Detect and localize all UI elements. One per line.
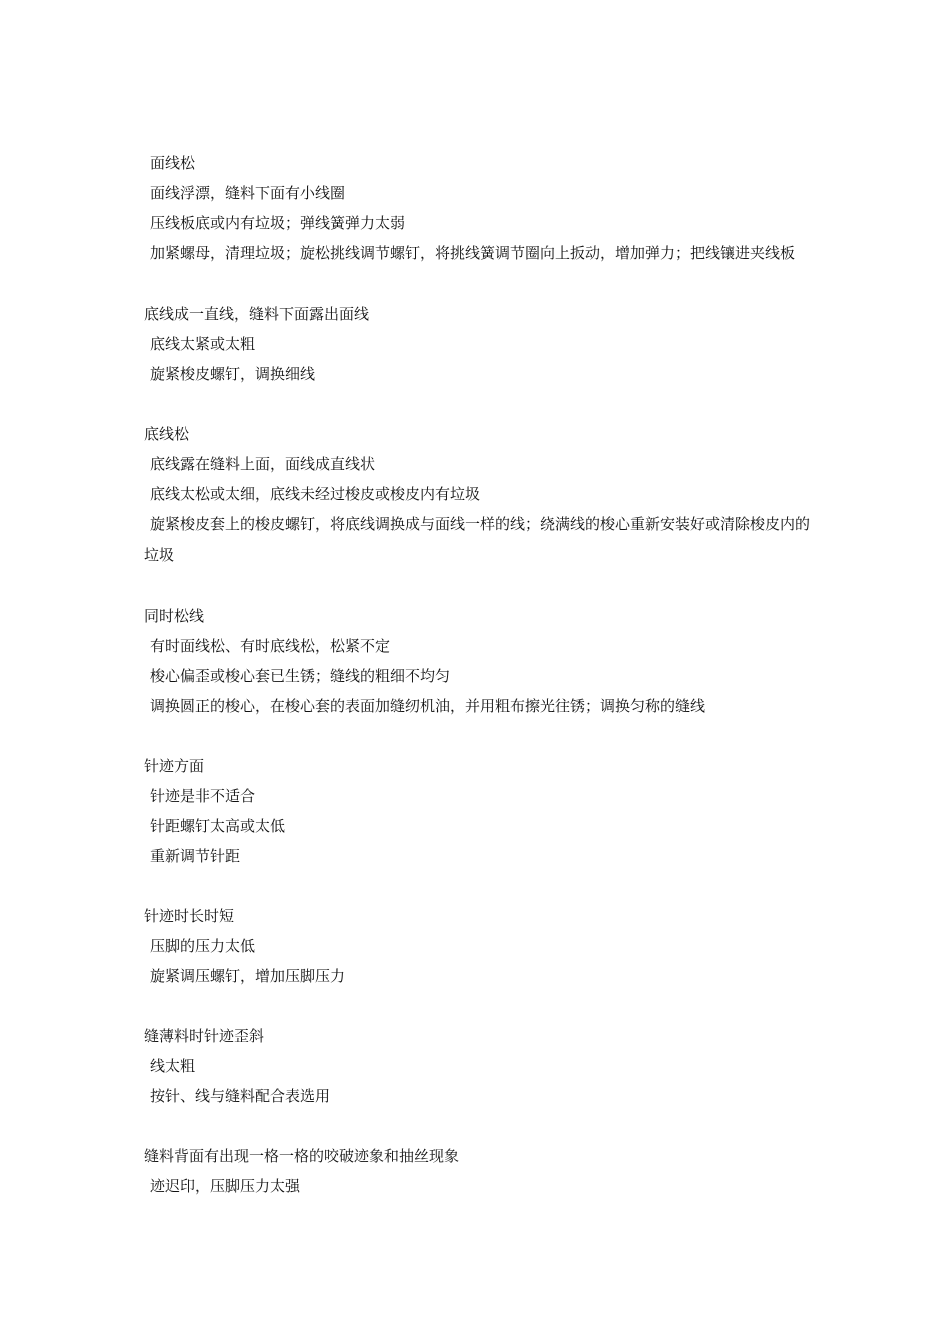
remedy-line: 加紧螺母，清理垃圾；旋松挑线调节螺钉，将挑线簧调节圈向上扳动，增加弹力；把线镶进夹线板 (150, 244, 796, 262)
section-spacer (144, 571, 814, 601)
section-heading: 缝薄料时针迹歪斜 (144, 1027, 265, 1045)
section-stitch (144, 751, 814, 871)
symptom-line: 有时面线松、有时底线松，松紧不定 (150, 637, 391, 655)
remedy-line: 旋紧调压螺钉，增加压脚压力 (150, 967, 346, 985)
symptom-line: 面线浮漂，缝料下面有小线圈 (150, 184, 346, 202)
section-spacer (144, 389, 814, 419)
cause-line: 梭心偏歪或梭心套已生锈；缝线的粗细不均匀 (150, 667, 451, 685)
remedy-line: 调换圆正的梭心，在梭心套的表面加缝纫机油，并用粗布擦光往锈；调换匀称的缝线 (150, 697, 706, 715)
symptom-line: 针迹是非不适合 (150, 787, 256, 805)
section-heading: 针迹方面 (144, 757, 205, 775)
symptom-line: 底线露在缝料上面，面线成直线状 (150, 455, 376, 473)
section-fabric-back-damage (144, 1141, 814, 1201)
section-heading: 同时松线 (144, 607, 205, 625)
section-spacer (144, 1111, 814, 1141)
cause-line: 线太粗 (150, 1057, 196, 1075)
section-spacer (144, 991, 814, 1021)
cause-line: 针距螺钉太高或太低 (150, 817, 286, 835)
remedy-line: 按针、线与缝料配合表选用 (150, 1087, 331, 1105)
section-bobbin-loose (144, 419, 814, 571)
section-spacer (144, 871, 814, 901)
cause-line: 压脚的压力太低 (150, 937, 256, 955)
section-bobbin-straight (144, 299, 814, 389)
section-stitch-uneven (144, 901, 814, 991)
section-both-loose (144, 601, 814, 721)
section-top-thread-loose (144, 148, 814, 269)
document-body (144, 148, 814, 1201)
cause-line: 迹迟印，压脚压力太强 (150, 1177, 301, 1195)
cause-line: 底线太紧或太粗 (150, 335, 256, 353)
section-heading: 底线松 (144, 425, 190, 443)
cause-line: 压线板底或内有垃圾；弹线簧弹力太弱 (150, 214, 406, 232)
section-title-line: 面线松 (150, 154, 196, 172)
section-heading: 针迹时长时短 (144, 907, 235, 925)
remedy-line: 旋紧梭皮螺钉，调换细线 (150, 365, 316, 383)
remedy-line: 重新调节针距 (150, 847, 241, 865)
section-spacer (144, 721, 814, 751)
cause-line: 底线太松或太细，底线未经过梭皮或梭皮内有垃圾 (150, 485, 481, 503)
section-heading: 底线成一直线，缝料下面露出面线 (144, 305, 370, 323)
section-thin-fabric-skew (144, 1021, 814, 1111)
remedy-line: 旋紧梭皮套上的梭皮螺钉，将底线调换成与面线一样的线；绕满线的梭心重新安装好或清除梭皮内的垃圾 (144, 515, 811, 564)
section-heading: 缝料背面有出现一格一格的咬破迹象和抽丝现象 (144, 1147, 460, 1165)
section-spacer (144, 269, 814, 299)
